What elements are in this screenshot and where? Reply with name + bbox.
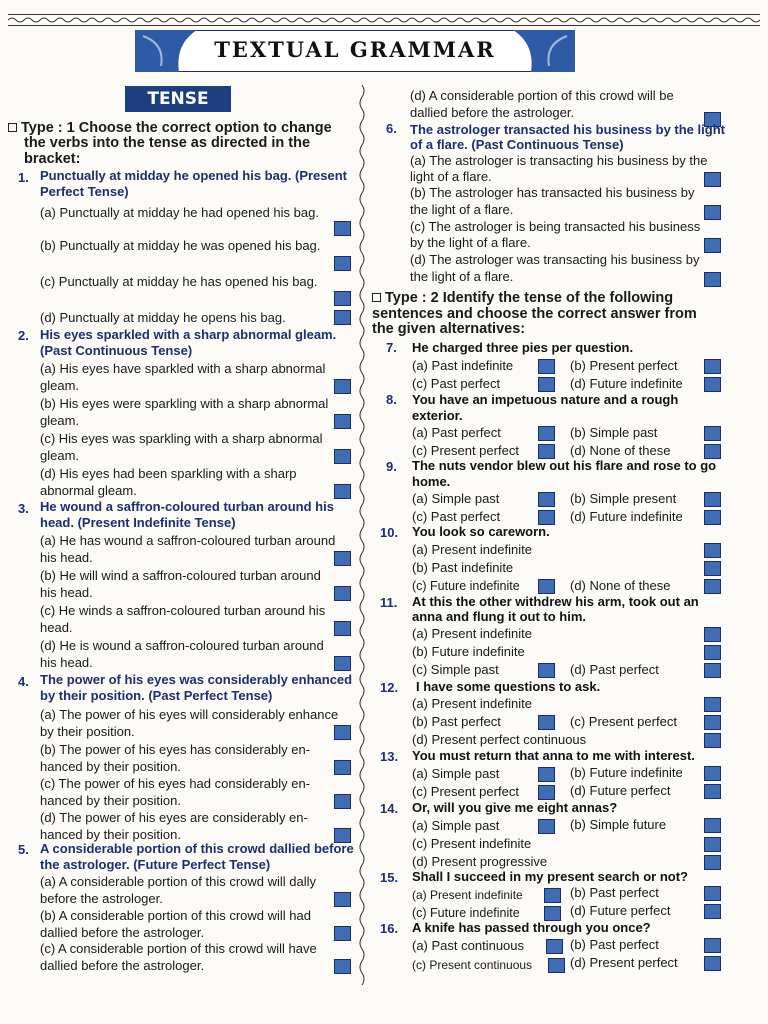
top-rule-lower: [8, 25, 760, 26]
option-text: (b) Past perfect: [412, 714, 501, 729]
option-text: (b) Simple past: [570, 425, 658, 440]
answer-box[interactable]: [704, 359, 721, 374]
option-text: dallied before the astrologer.: [40, 925, 205, 940]
option-text: by their position.: [40, 724, 135, 739]
answer-box[interactable]: [704, 837, 721, 852]
answer-box[interactable]: [538, 492, 555, 507]
answer-box[interactable]: [334, 221, 351, 236]
answer-box[interactable]: [704, 733, 721, 748]
answer-box[interactable]: [704, 886, 721, 901]
question-text: head. (Present Indefinite Tense): [40, 515, 236, 530]
question-text: A knife has passed through you once?: [412, 920, 651, 935]
answer-box[interactable]: [704, 172, 721, 187]
answer-box[interactable]: [334, 310, 351, 325]
option-text: (a) Simple past: [412, 491, 500, 506]
answer-box[interactable]: [704, 904, 721, 919]
type2-heading-line: the given alternatives:: [372, 321, 526, 337]
question-text: You look so careworn.: [412, 524, 550, 539]
question-number: 4.: [18, 674, 29, 689]
option-text: (b) Simple future: [570, 817, 667, 832]
option-text: (c) Present continuous: [412, 958, 533, 972]
question-text: He wound a saffron-coloured turban around his: [40, 499, 334, 514]
top-rule: [8, 14, 760, 15]
option-text: (c) Future indefinite: [412, 579, 520, 593]
answer-box[interactable]: [704, 818, 721, 833]
option-text: (b) Future indefinite: [570, 765, 683, 780]
question-text: A considerable portion of this crowd dallied before: [40, 841, 354, 856]
answer-box[interactable]: [704, 377, 721, 392]
option-text: (c) Present perfect: [412, 784, 519, 799]
answer-box[interactable]: [538, 377, 555, 392]
answer-box[interactable]: [544, 888, 561, 903]
answer-box[interactable]: [538, 663, 555, 678]
question-text: the astrologer. (Future Perfect Tense): [40, 857, 271, 872]
answer-box[interactable]: [334, 760, 351, 775]
option-text: (a) Past continuous: [412, 938, 525, 953]
option-text: (a) Past perfect: [412, 425, 501, 440]
option-text: (d) None of these: [570, 578, 671, 593]
answer-box[interactable]: [538, 819, 555, 834]
option-text: hanced by their position.: [40, 759, 181, 774]
answer-box[interactable]: [538, 510, 555, 525]
answer-box[interactable]: [334, 892, 351, 907]
option-text: (a) He has wound a saffron-coloured turban around: [40, 533, 336, 548]
answer-box[interactable]: [334, 926, 351, 941]
question-number: 5.: [18, 842, 29, 857]
option-text: (d) The power of his eyes are considerably en-: [40, 810, 308, 825]
answer-box[interactable]: [334, 725, 351, 740]
option-text: (d) Past perfect: [570, 662, 659, 677]
option-text: gleam.: [40, 378, 80, 393]
question-number: 14.: [380, 801, 399, 816]
answer-box[interactable]: [334, 621, 351, 636]
answer-box[interactable]: [704, 205, 721, 220]
question-number: 16.: [380, 921, 399, 936]
answer-box[interactable]: [334, 484, 351, 499]
option-text: (b) Present perfect: [570, 358, 678, 373]
option-text: (d) His eyes had been sparkling with a sharp: [40, 466, 297, 481]
option-text: (a) Past indefinite: [412, 358, 514, 373]
question-text: The nuts vendor blew out his flare and rose to go: [412, 458, 717, 473]
option-text: (a) Simple past: [412, 818, 500, 833]
question-text: You have an impetuous nature and a rough: [412, 392, 679, 407]
answer-box[interactable]: [546, 939, 563, 954]
option-text: (c) Punctually at midday he has opened his bag.: [40, 274, 318, 289]
option-text: his head.: [40, 550, 93, 565]
option-text: dallied before the astrologer.: [410, 105, 575, 120]
answer-box[interactable]: [334, 414, 351, 429]
column-divider: [357, 85, 367, 985]
option-text: (d) Future perfect: [570, 783, 671, 798]
answer-box[interactable]: [704, 543, 721, 558]
question-number: 1.: [18, 170, 29, 185]
option-text: (b) Past perfect: [570, 885, 659, 900]
question-text: His eyes sparkled with a sharp abnormal gleam.: [40, 327, 337, 342]
option-text: (c) Future indefinite: [412, 906, 520, 920]
answer-box[interactable]: [704, 627, 721, 642]
type1-heading-line: the verbs into the tense as directed in the: [24, 135, 311, 151]
answer-box[interactable]: [538, 426, 555, 441]
option-text: (a) His eyes have sparkled with a sharp abnormal: [40, 361, 326, 376]
option-text: (d) Future perfect: [570, 903, 671, 918]
question-number: 6.: [386, 121, 397, 136]
option-text: (a) Punctually at midday he had opened his bag.: [40, 205, 319, 220]
option-text: (d) None of these: [570, 443, 671, 458]
question-text: The power of his eyes was considerably enhanced: [40, 672, 353, 687]
answer-box[interactable]: [704, 645, 721, 660]
option-text: (b) The astrologer has transacted his business by: [410, 185, 695, 200]
option-text: (a) Present indefinite: [412, 542, 532, 557]
answer-box[interactable]: [334, 449, 351, 464]
option-text: head.: [40, 620, 73, 635]
option-text: (d) Present progressive: [412, 854, 548, 869]
question-text: anna and flung it out to him.: [412, 609, 587, 624]
option-text: (b) A considerable portion of this crowd will had: [40, 908, 311, 923]
type2-heading-line: sentences and choose the correct answer from: [372, 306, 697, 322]
option-text: (d) Present perfect continuous: [412, 732, 587, 747]
type2-heading: Type : 2 Identify the tense of the following: [372, 290, 673, 306]
question-text: exterior.: [412, 408, 463, 423]
question-text: At this the other withdrew his arm, took out an: [412, 594, 699, 609]
answer-box[interactable]: [704, 956, 721, 971]
option-text: (c) Past perfect: [412, 376, 501, 391]
option-text: (b) Past perfect: [570, 937, 659, 952]
option-text: his head.: [40, 655, 93, 670]
answer-box[interactable]: [334, 656, 351, 671]
option-text: (d) He is wound a saffron-coloured turban around: [40, 638, 324, 653]
option-text: (b) The power of his eyes has considerably en-: [40, 742, 311, 757]
answer-box[interactable]: [704, 855, 721, 870]
option-text: (c) His eyes was sparkling with a sharp abnormal: [40, 431, 323, 446]
answer-box[interactable]: [544, 906, 561, 921]
option-text: (b) His eyes were sparkling with a sharp abnormal: [40, 396, 329, 411]
option-text: (a) The astrologer is transacting his business by the: [410, 153, 708, 168]
answer-box[interactable]: [538, 767, 555, 782]
answer-box[interactable]: [334, 256, 351, 271]
checkbox-square-icon: [8, 123, 17, 132]
answer-box[interactable]: [538, 444, 555, 459]
answer-box[interactable]: [704, 272, 721, 287]
answer-box[interactable]: [704, 579, 721, 594]
answer-box[interactable]: [334, 551, 351, 566]
answer-box[interactable]: [704, 492, 721, 507]
option-text: (d) Present perfect: [570, 955, 678, 970]
question-number: 13.: [380, 749, 399, 764]
option-text: gleam.: [40, 413, 80, 428]
type1-heading-line: bracket:: [24, 151, 81, 167]
question-text: by their position. (Past Perfect Tense): [40, 688, 273, 703]
answer-box[interactable]: [334, 959, 351, 974]
answer-box[interactable]: [538, 579, 555, 594]
question-text: Or, will you give me eight annas?: [412, 800, 618, 815]
question-number: 12.: [380, 680, 399, 695]
option-text: (a) Present indefinite: [412, 888, 523, 902]
option-text: (b) Future indefinite: [412, 644, 525, 659]
question-number: 8.: [386, 392, 397, 407]
question-text: You must return that anna to me with interest.: [412, 748, 695, 763]
page-title: TEXTUAL GRAMMAR: [214, 37, 496, 62]
option-text: by the light of a flare.: [410, 235, 531, 250]
option-text: (a) Present indefinite: [412, 626, 532, 641]
answer-box[interactable]: [704, 663, 721, 678]
option-text: abnormal gleam.: [40, 483, 137, 498]
answer-box[interactable]: [704, 510, 721, 525]
question-text: He charged three pies per question.: [412, 340, 634, 355]
question-text: home.: [412, 474, 451, 489]
option-text: the light of a flare.: [410, 269, 514, 284]
option-text: light of a flare.: [410, 169, 492, 184]
option-text: (b) Punctually at midday he was opened his bag.: [40, 238, 321, 253]
question-text: Shall I succeed in my present search or not?: [412, 869, 688, 884]
option-text: (d) The astrologer was transacting his business by: [410, 252, 700, 267]
option-text: dallied before the astrologer.: [40, 958, 205, 973]
option-text: (c) A considerable portion of this crowd will have: [40, 941, 317, 956]
answer-box[interactable]: [704, 426, 721, 441]
type1-heading: Type : 1 Choose the correct option to change: [8, 120, 332, 136]
question-number: 11.: [380, 595, 398, 610]
answer-box[interactable]: [704, 766, 721, 781]
checkbox-square-icon: [372, 293, 381, 302]
answer-box[interactable]: [704, 561, 721, 576]
question-number: 15.: [380, 870, 399, 885]
question-text: I have some questions to ask.: [416, 679, 601, 694]
option-text: (c) He winds a saffron-coloured turban around his: [40, 603, 326, 618]
question-number: 2.: [18, 328, 29, 343]
option-text: the light of a flare.: [410, 202, 514, 217]
question-text: The astrologer transacted his business by the light: [410, 122, 725, 137]
question-number: 9.: [386, 459, 397, 474]
option-text: (a) Present indefinite: [412, 696, 532, 711]
option-text: (c) Past perfect: [412, 509, 501, 524]
option-text: (c) The astrologer is being transacted his business: [410, 219, 701, 234]
option-text: (d) Future indefinite: [570, 376, 683, 391]
top-wave-border: [8, 16, 760, 24]
option-text: (a) A considerable portion of this crowd will dally: [40, 874, 317, 889]
option-text: (d) Future indefinite: [570, 509, 683, 524]
answer-box[interactable]: [704, 938, 721, 953]
option-text: (a) Simple past: [412, 766, 500, 781]
answer-box[interactable]: [538, 359, 555, 374]
option-text: (c) Present perfect: [412, 443, 519, 458]
answer-box[interactable]: [538, 715, 555, 730]
question-text: (Past Continuous Tense): [40, 343, 193, 358]
answer-box[interactable]: [538, 785, 555, 800]
question-number: 7.: [386, 340, 397, 355]
answer-box[interactable]: [704, 784, 721, 799]
option-text: before the astrologer.: [40, 891, 163, 906]
option-text: (c) Simple past: [412, 662, 499, 677]
option-text: hanced by their position.: [40, 827, 181, 842]
answer-box[interactable]: [334, 379, 351, 394]
question-text: of a flare. (Past Continuous Tense): [410, 137, 624, 152]
option-text: (d) Punctually at midday he opens his bag.: [40, 310, 286, 325]
option-text: hanced by their position.: [40, 793, 181, 808]
option-text: (b) Past indefinite: [412, 560, 514, 575]
question-number: 3.: [18, 501, 29, 516]
option-text: (a) The power of his eyes will considerably enhance: [40, 707, 339, 722]
answer-box[interactable]: [704, 697, 721, 712]
option-text: (b) Simple present: [570, 491, 677, 506]
answer-box[interactable]: [334, 794, 351, 809]
answer-box[interactable]: [334, 586, 351, 601]
answer-box[interactable]: [704, 444, 721, 459]
answer-box[interactable]: [334, 291, 351, 306]
answer-box[interactable]: [704, 238, 721, 253]
question-text: Punctually at midday he opened his bag. (Present: [40, 168, 348, 183]
question-number: 10.: [380, 525, 399, 540]
option-text: (b) He will wind a saffron-coloured turban around: [40, 568, 321, 583]
option-text: gleam.: [40, 448, 80, 463]
section-badge: TENSE: [125, 86, 231, 112]
option-text: (c) Present perfect: [570, 714, 677, 729]
answer-box[interactable]: [548, 958, 565, 973]
option-text: (c) Present indefinite: [412, 836, 532, 851]
option-text: (c) The power of his eyes had considerably en-: [40, 776, 311, 791]
answer-box[interactable]: [704, 715, 721, 730]
option-text: (d) A considerable portion of this crowd will be: [410, 88, 674, 103]
question-text: Perfect Tense): [40, 184, 129, 199]
option-text: his head.: [40, 585, 93, 600]
